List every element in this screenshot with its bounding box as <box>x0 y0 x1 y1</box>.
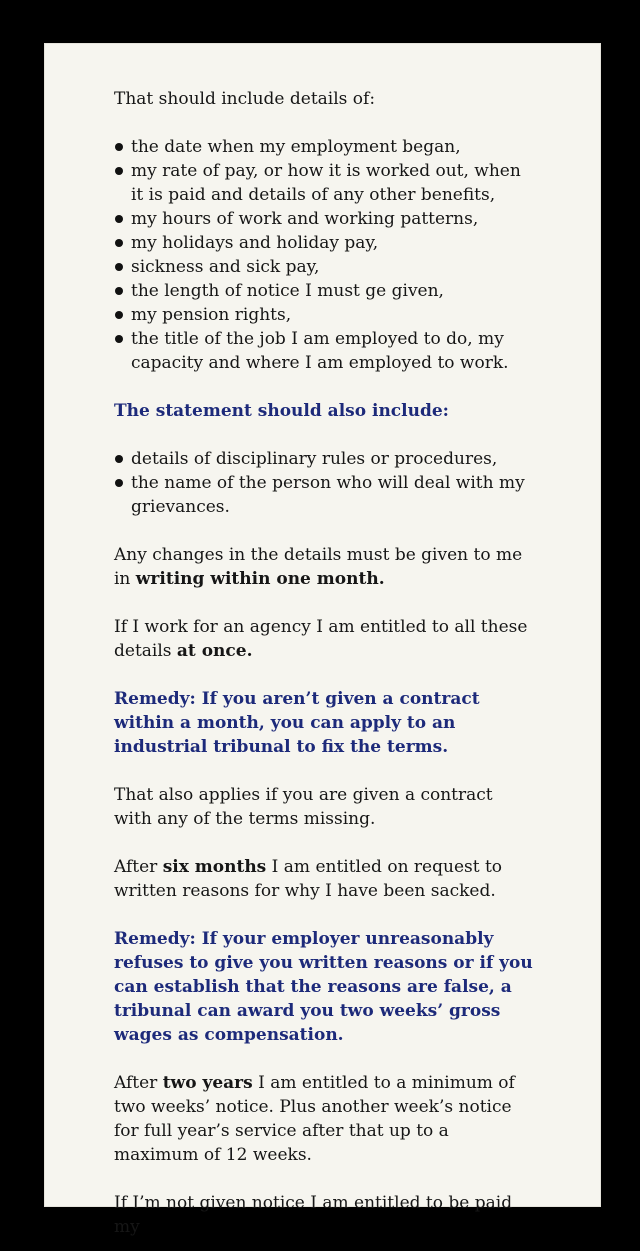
six-months-pre: After <box>114 857 158 877</box>
changes-bold: writing within one month. <box>135 569 385 589</box>
list-item: my pension rights, <box>114 303 534 327</box>
two-years-bold: two years <box>162 1073 253 1093</box>
details-list <box>114 135 534 375</box>
agency-text: If I work for an agency I am entitled to all these details <box>114 617 528 661</box>
intro-text: That should include details of: <box>114 89 376 109</box>
two-years-paragraph <box>114 1071 534 1167</box>
two-years-pre: After <box>114 1073 158 1093</box>
list-item: my hours of work and working patterns, <box>114 207 534 231</box>
agency-paragraph <box>114 615 534 663</box>
list-item: the date when my employment began, <box>114 135 534 159</box>
changes-text: Any changes in the details must be given to me in <box>114 545 523 589</box>
leaflet-page <box>44 43 601 1237</box>
list-item: my holidays and holiday pay, <box>114 231 534 255</box>
page-content <box>114 87 534 1239</box>
two-years-post: I am entitled to a minimum of two weeks’ notice. Plus another week’s notice for full year’s service after that up to a maximum of 12 weeks. <box>114 1073 515 1165</box>
six-months-post: I am entitled on request to written reasons for why I have been sacked. <box>114 857 503 901</box>
additional-list <box>114 447 534 519</box>
list-item: sickness and sick pay, <box>114 255 534 279</box>
list-item: the name of the person who will deal with my grievances. <box>114 471 534 519</box>
list-item: the title of the job I am employed to do, my capacity and where I am employed to work. <box>114 327 534 375</box>
remedy-contract: Remedy: If you aren’t given a contract within a month, you can apply to an industrial tribunal to fix the terms. <box>114 689 480 757</box>
list-item: the length of notice I must ge given, <box>114 279 534 303</box>
six-months-bold: six months <box>162 857 267 877</box>
missing-terms-paragraph: That also applies if you are given a contract with any of the terms missing. <box>114 785 493 829</box>
remedy-written-reasons: Remedy: If your employer unreasonably refuses to give you written reasons or if you can establish that the reasons are false, a tribunal can award you two weeks’ gross wages as compensation. <box>114 929 533 1045</box>
list-item: my rate of pay, or how it is worked out, when it is paid and details of any other benefits, <box>114 159 534 207</box>
list-item: details of disciplinary rules or procedures, <box>114 447 534 471</box>
statement-heading: The statement should also include: <box>114 401 449 421</box>
six-months-paragraph <box>114 855 534 903</box>
agency-bold: at once. <box>176 641 253 661</box>
notice-paragraph: If I’m not given notice I am entitled to be paid my <box>114 1193 513 1237</box>
changes-paragraph <box>114 543 534 591</box>
